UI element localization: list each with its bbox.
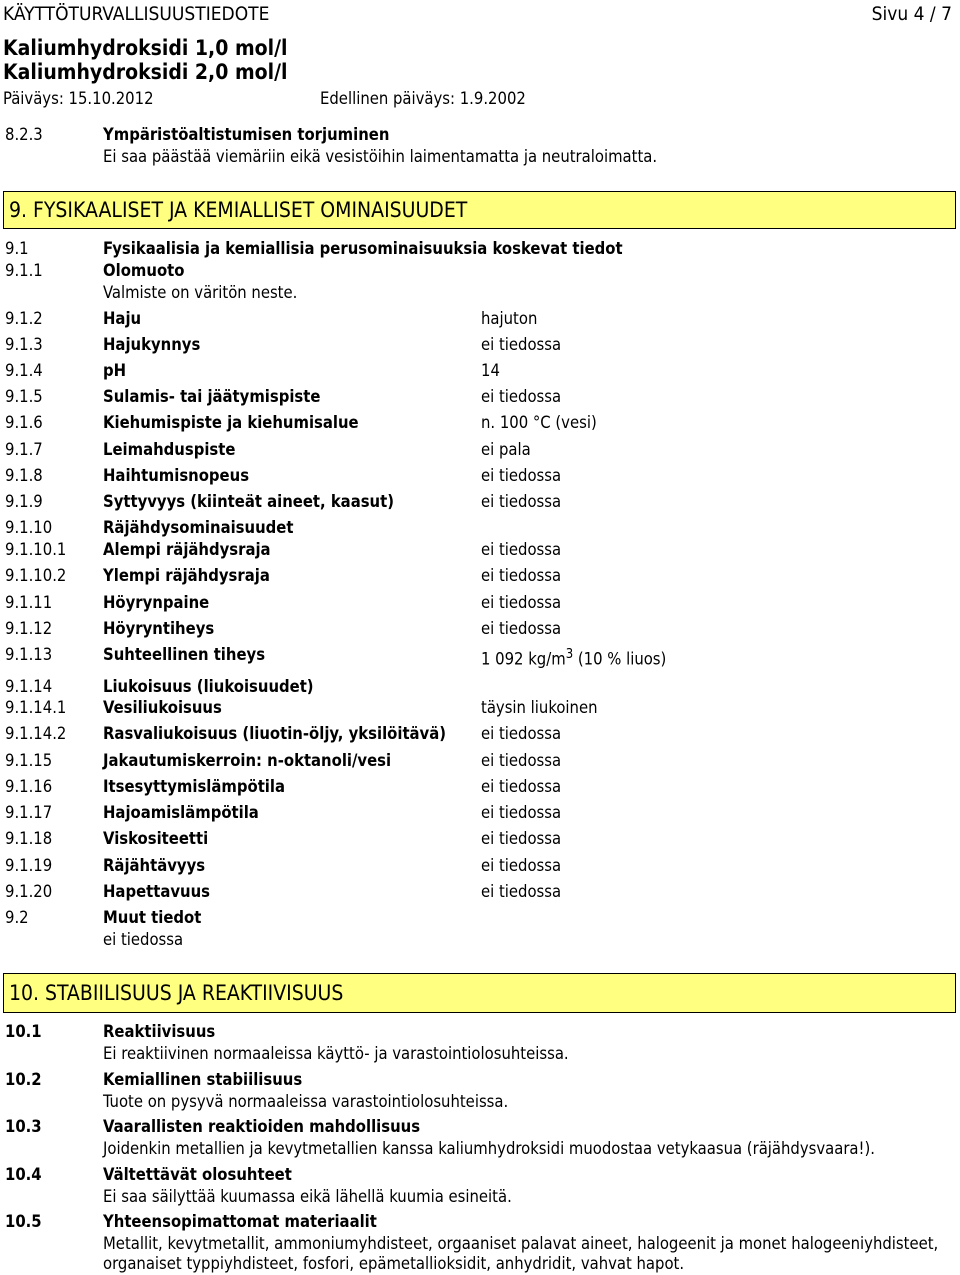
section-8-2-3-number: 8.2.3 <box>5 125 43 144</box>
property-value: ei tiedossa <box>481 593 562 612</box>
property-label: Itsesyttymislämpötila <box>103 777 285 796</box>
property-label: pH <box>103 361 127 380</box>
property-number: 9.1.15 <box>5 751 53 770</box>
subsection-number: 10.4 <box>5 1165 42 1184</box>
subsection-title: Yhteensopimattomat materiaalit <box>103 1212 377 1231</box>
property-number: 9.1.13 <box>5 645 53 664</box>
product-name-1: Kaliumhydroksidi 1,0 mol/l <box>3 36 288 60</box>
issue-date: Päiväys: 15.10.2012 <box>3 89 154 108</box>
property-label: Syttyvyys (kiinteät aineet, kaasut) <box>103 492 395 511</box>
property-value: ei tiedossa <box>481 803 562 822</box>
subsection-text: Metallit, kevytmetallit, ammoniumyhdisteet, orgaaniset palavat aineet, halogeenit ja monet halogeeniyhdisteet, <box>103 1234 939 1253</box>
density-value-note: (10 % liuos) <box>573 649 667 669</box>
property-label: Leimahduspiste <box>103 440 236 459</box>
property-label: Jakautumiskerroin: n-oktanoli/vesi <box>103 751 392 770</box>
property-label: Haju <box>103 309 142 328</box>
property-label: Alempi räjähdysraja <box>103 540 271 559</box>
property-label: Kiehumispiste ja kiehumisalue <box>103 413 359 432</box>
subsection-number: 10.2 <box>5 1070 42 1089</box>
property-number: 9.1.17 <box>5 803 53 822</box>
property-number: 9.1.19 <box>5 856 53 875</box>
section-9-1-number: 9.1 <box>5 239 29 258</box>
property-label: Hapettavuus <box>103 882 211 901</box>
property-label: Räjähtävyys <box>103 856 206 875</box>
property-label: Haihtumisnopeus <box>103 466 250 485</box>
property-label: Suhteellinen tiheys <box>103 645 266 664</box>
section-10-banner: 10. STABIILISUUS JA REAKTIIVISUUS <box>3 973 956 1013</box>
section-9-1-14-title: Liukoisuus (liukoisuudet) <box>103 677 314 696</box>
property-value: ei tiedossa <box>481 856 562 875</box>
section-9-2-text: ei tiedossa <box>103 930 184 949</box>
property-value: ei tiedossa <box>481 829 562 848</box>
property-value: täysin liukoinen <box>481 698 598 717</box>
property-number: 9.1.16 <box>5 777 53 796</box>
property-number: 9.1.3 <box>5 335 43 354</box>
section-9-1-1-number: 9.1.1 <box>5 261 43 280</box>
property-number: 9.1.10.2 <box>5 566 67 585</box>
property-number: 9.1.14.1 <box>5 698 67 717</box>
property-number: 9.1.10.1 <box>5 540 67 559</box>
property-number: 9.1.18 <box>5 829 53 848</box>
section-9-2-title: Muut tiedot <box>103 908 202 927</box>
property-number: 9.1.2 <box>5 309 43 328</box>
property-value: ei tiedossa <box>481 619 562 638</box>
subsection-number: 10.1 <box>5 1022 42 1041</box>
section-8-2-3-text: Ei saa päästää viemäriin eikä vesistöihin laimentamatta ja neutraloimatta. <box>103 147 658 166</box>
subsection-title: Vältettävät olosuhteet <box>103 1165 292 1184</box>
property-label: Ylempi räjähdysraja <box>103 566 270 585</box>
density-value-main: 1 092 kg/m <box>481 649 566 669</box>
property-label: Höyrynpaine <box>103 593 210 612</box>
property-number: 9.1.7 <box>5 440 43 459</box>
property-value: ei tiedossa <box>481 882 562 901</box>
property-number: 9.1.6 <box>5 413 43 432</box>
property-value: n. 100 °C (vesi) <box>481 413 597 432</box>
subsection-text: Joidenkin metallien ja kevytmetallien kanssa kaliumhydroksidi muodostaa vetykaasua (räjähdysvaara!). <box>103 1139 875 1158</box>
subsection-number: 10.5 <box>5 1212 42 1231</box>
density-value <box>481 648 666 669</box>
subsection-title: Reaktiivisuus <box>103 1022 216 1041</box>
document-type-title: KÄYTTÖTURVALLISUUSTIEDOTE <box>3 3 270 25</box>
property-value: ei pala <box>481 440 531 459</box>
property-number: 9.1.4 <box>5 361 43 380</box>
section-9-2-number: 9.2 <box>5 908 29 927</box>
subsection-text: Ei saa säilyttää kuumassa eikä lähellä kuumia esineitä. <box>103 1187 512 1206</box>
previous-issue-date: Edellinen päiväys: 1.9.2002 <box>320 89 526 108</box>
property-label: Hajoamislämpötila <box>103 803 259 822</box>
property-value: ei tiedossa <box>481 466 562 485</box>
section-9-1-14-number: 9.1.14 <box>5 677 53 696</box>
property-label: Sulamis- tai jäätymispiste <box>103 387 321 406</box>
section-9-1-10-title: Räjähdysominaisuudet <box>103 518 294 537</box>
property-value: ei tiedossa <box>481 566 562 585</box>
subsection-text-continued: organaiset typpiyhdisteet, fosfori, epämetallioksidit, anhydridit, vahvat hapot. <box>103 1254 685 1273</box>
subsection-text: Ei reaktiivinen normaaleissa käyttö- ja varastointiolosuhteissa. <box>103 1044 569 1063</box>
section-9-banner: 9. FYSIKAALISET JA KEMIALLISET OMINAISUUDET <box>3 191 956 229</box>
property-value: ei tiedossa <box>481 751 562 770</box>
section-9-1-10-number: 9.1.10 <box>5 518 53 537</box>
property-value: ei tiedossa <box>481 724 562 743</box>
property-label: Hajukynnys <box>103 335 201 354</box>
section-9-1-1-title: Olomuoto <box>103 261 185 280</box>
property-value: ei tiedossa <box>481 492 562 511</box>
property-label: Höyryntiheys <box>103 619 215 638</box>
property-value: 14 <box>481 361 500 380</box>
property-number: 9.1.11 <box>5 593 53 612</box>
property-value: ei tiedossa <box>481 777 562 796</box>
property-number: 9.1.20 <box>5 882 53 901</box>
product-name-2: Kaliumhydroksidi 2,0 mol/l <box>3 60 288 84</box>
section-8-2-3-title: Ympäristöaltistumisen torjuminen <box>103 125 390 144</box>
property-value: hajuton <box>481 309 538 328</box>
property-value: ei tiedossa <box>481 540 562 559</box>
page-number: Sivu 4 / 7 <box>871 3 952 25</box>
subsection-title: Vaarallisten reaktioiden mahdollisuus <box>103 1117 421 1136</box>
property-label: Viskositeetti <box>103 829 209 848</box>
property-label: Vesiliukoisuus <box>103 698 222 717</box>
property-label: Rasvaliukoisuus (liuotin-öljy, yksilöitävä) <box>103 724 447 743</box>
property-number: 9.1.12 <box>5 619 53 638</box>
subsection-text: Tuote on pysyvä normaaleissa varastointiolosuhteissa. <box>103 1092 509 1111</box>
property-number: 9.1.14.2 <box>5 724 67 743</box>
property-value: ei tiedossa <box>481 335 562 354</box>
subsection-title: Kemiallinen stabiilisuus <box>103 1070 303 1089</box>
subsection-number: 10.3 <box>5 1117 42 1136</box>
property-value: ei tiedossa <box>481 387 562 406</box>
section-9-1-1-text: Valmiste on väritön neste. <box>103 283 298 302</box>
property-number: 9.1.5 <box>5 387 43 406</box>
density-unit-exponent: 3 <box>565 647 574 662</box>
property-number: 9.1.9 <box>5 492 43 511</box>
property-number: 9.1.8 <box>5 466 43 485</box>
section-9-1-title: Fysikaalisia ja kemiallisia perusominaisuuksia koskevat tiedot <box>103 239 623 258</box>
